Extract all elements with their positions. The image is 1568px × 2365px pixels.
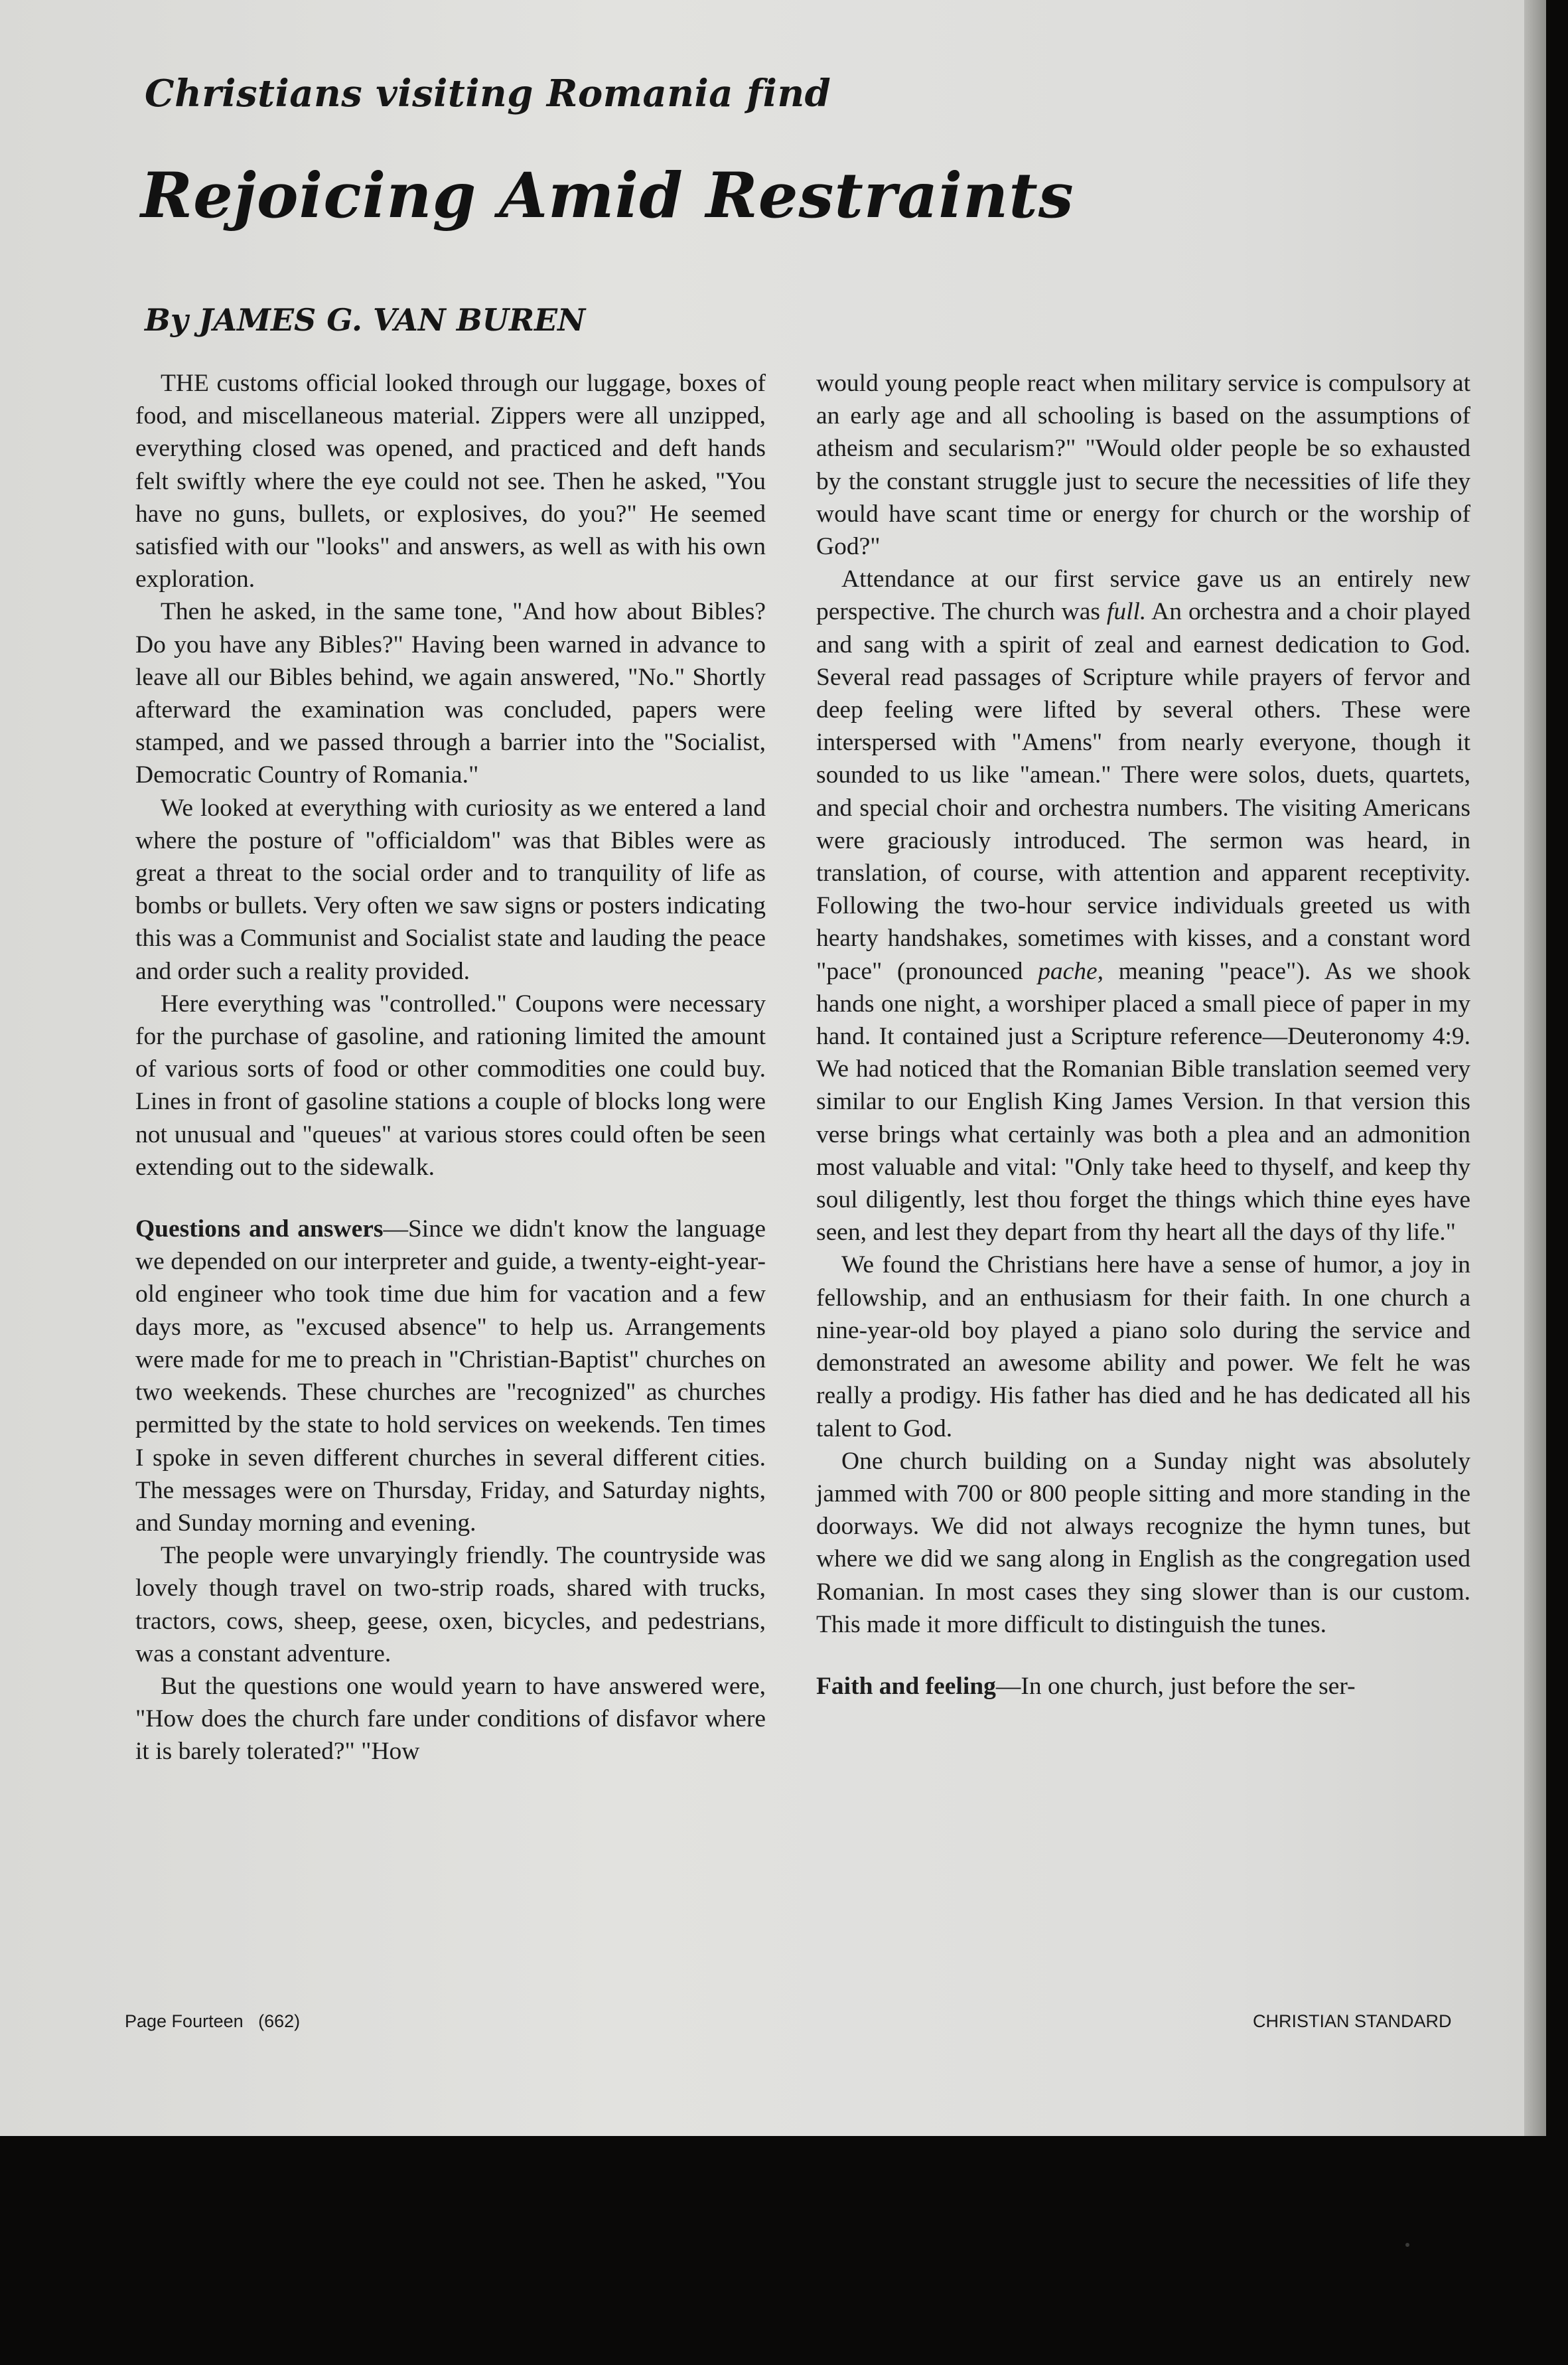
paragraph: We looked at everything with curiosity as we entered a land where the posture of "officialdom" was that Bibles were as great a threat to the social order and to tranquility of life as bombs or bullets. Very often we saw signs or posters indicating this was a Communist and Socialist state and lauding the peace and order such a reality provided. [135, 794, 766, 985]
subheading: Faith and feeling [816, 1672, 996, 1700]
paragraph-text: Since we didn't know the language we depended on our interpreter and guide, a twenty-eight-year-old engineer who took time due him for vacation and a few days more, as "excused absence" to help us. Arrangements were made for me to preach in "Christian-Baptist" churches on two weekends. These churches are "recognized" as churches permitted by the state to hold services on weekends. Ten times I spoke in seven different churches in several different cities. The messages were on Thursday, Friday, and Saturday nights, and Sunday morning and evening. [135, 1215, 766, 1537]
article-title: Rejoicing Amid Restraints [141, 159, 1074, 232]
paragraph: The people were unvaryingly friendly. The countryside was lovely though travel on two-strip roads, shared with trucks, tractors, cows, sheep, geese, oxen, bicycles, and pedestrians, was a constant adventure. [135, 1542, 766, 1667]
paragraph: Attendance at our first service gave us an entirely new perspective. The church was full. An orchestra and a choir played and sang with a spirit of zeal and earnest dedication to God. Several read passages of Scripture while prayers of fervor and deep feeling were lifted by several others. These were interspersed with "Amens" from nearly everyone, though it sounded to us like "amean." There were solos, duets, quartets, and special choir and orchestra numbers. The visiting Americans were graciously introduced. The sermon was heard, in translation, of course, with attention and apparent receptivity. Following the two-hour service individuals greeted us with hearty handshakes, sometimes with kisses, and a constant word "pace" (pronounced pache, meaning "peace"). As we shook hands one night, a worshiper placed a small piece of paper in my hand. It contained just a Scripture reference—Deuteronomy 4:9. We had noticed that the Romanian Bible translation seemed very similar to our English King James Version. In that version this verse brings what certainly was both a plea and an admonition most valuable and vital: "Only take heed to thyself, and keep thy soul diligently, lest thou forget the things which thine eyes have seen, and lest they depart from thy heart all the days of thy life." [816, 566, 1471, 1247]
magazine-name-footer: CHRISTIAN STANDARD [1253, 2011, 1452, 2031]
dust-speck [1405, 2243, 1409, 2247]
right-column [816, 367, 1470, 1703]
paragraph: would young people react when military service is compulsory at an early age and all schooling is based on the assumptions of atheism and secularism?" "Would older people be so exhausted by the constant struggle just to secure the necessities of life they would have scant time or energy for church or the worship of God?" [816, 370, 1470, 561]
kicker-heading: Christians visiting Romania find [145, 72, 831, 115]
emphasis: pache, [1038, 957, 1104, 985]
left-column [135, 367, 766, 1768]
emphasis: full. [1106, 598, 1147, 626]
paragraph: We found the Christians here have a sense of humor, a joy in fellowship, and an enthusiasm for their faith. In one church a nine-year-old boy played a piano solo during the service and demonstrated an awesome ability and power. We felt he was really a prodigy. His father has died and he has dedicated all his talent to God. [816, 1251, 1470, 1442]
paragraph: Then he asked, in the same tone, "And how about Bibles? Do you have any Bibles?" Having been warned in advance to leave all our Bibles behind, we again answered, "No." Shortly afterward the examination was concluded, papers were stamped, and we passed through a barrier into the "Socialist, Democratic Country of Romania." [135, 598, 766, 789]
paragraph: THE customs official looked through our luggage, boxes of food, and miscellaneous material. Zippers were all unzipped, everything closed was opened, and practiced and deft hands felt swiftly where the eye could not see. Then he asked, "You have no guns, bullets, or explosives, do you?" He seemed satisfied with our "looks" and answers, as well as with his own exploration. [135, 370, 766, 593]
paragraph: But the questions one would yearn to have answered were, "How does the church fare under conditions of disfavor where it is barely tolerated?" "How [135, 1672, 766, 1766]
paragraph: Here everything was "controlled." Coupons were necessary for the purchase of gasoline, and rationing limited the amount of various sorts of food or other commodities one could buy. Lines in front of gasoline stations a couple of blocks long were not unusual and "queues" at various stores could often be seen extending out to the sidewalk. [135, 990, 766, 1181]
paragraph: One church building on a Sunday night was absolutely jammed with 700 or 800 people sitting and more standing in the doorways. We did not always recognize the hymn tunes, but where we did we sang along in English as the congregation used Romanian. In most cases they sing slower than is our custom. This made it more difficult to distinguish the tunes. [816, 1447, 1470, 1638]
byline: By JAMES G. VAN BUREN [145, 302, 586, 338]
subheading: Questions and answers [135, 1215, 384, 1243]
subheaded-paragraph: Faith and feeling—In one church, just before the ser- [816, 1672, 1356, 1700]
page-number-footer: Page Fourteen (662) [125, 2011, 301, 2031]
paragraph-text: In one church, just before the ser- [1021, 1672, 1356, 1700]
subheaded-paragraph: Questions and answers—Since we didn't know the language we depended on our interpreter and guide, a twenty-eight-year-old engineer who took time due him for vacation and a few days more, as "excused absence" to help us. Arrangements were made for me to preach in "Christian-Baptist" churches on two weekends. These churches are "recognized" as churches permitted by the state to hold services on weekends. Ten times I spoke in seven different churches in several different cities. The messages were on Thursday, Friday, and Saturday nights, and Sunday morning and evening. [135, 1215, 766, 1537]
page-edge [1524, 0, 1546, 2136]
